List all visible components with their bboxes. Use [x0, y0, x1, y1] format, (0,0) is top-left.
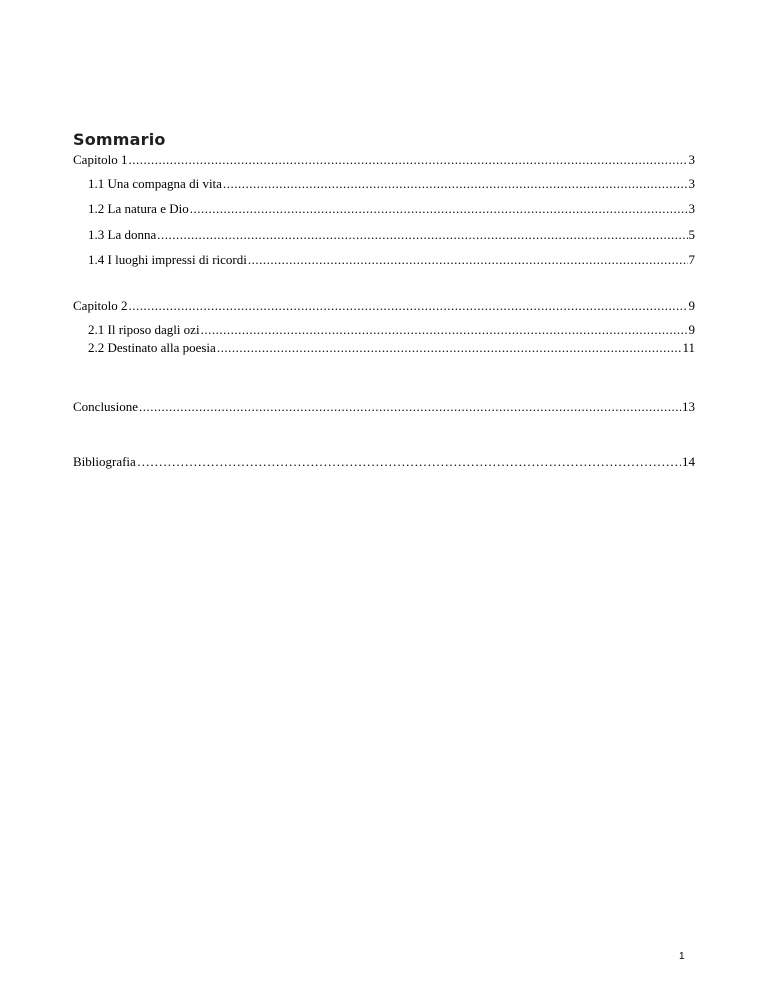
- toc-entry-label: 1.2 La natura e Dio: [88, 201, 189, 216]
- toc-entry-label: Capitolo 1: [73, 152, 128, 167]
- toc-entry-label: 1.4 I luoghi impressi di ricordi: [88, 252, 247, 267]
- dot-leader: [217, 339, 682, 357]
- toc-entry-page: 3: [688, 152, 695, 167]
- toc-entry-page: 9: [688, 298, 695, 313]
- toc-entry-page: 5: [688, 227, 695, 242]
- toc-entry-section-1-3[interactable]: [88, 226, 695, 244]
- dot-leader: [129, 297, 688, 315]
- toc-entry-label: 2.1 Il riposo dagli ozi: [88, 322, 200, 337]
- toc-entry-section-2-1[interactable]: [88, 321, 695, 339]
- toc-entry-label: Conclusione: [73, 399, 138, 414]
- dot-leader: [157, 226, 687, 244]
- toc-entry-section-2-2[interactable]: [88, 339, 695, 357]
- toc-entry-page: 3: [688, 201, 695, 216]
- toc-entry-page: 13: [682, 399, 695, 414]
- toc-entry-chapter-2[interactable]: [73, 297, 695, 315]
- dot-leader: [201, 321, 688, 339]
- page-number: 1: [679, 951, 685, 962]
- dot-leader: [248, 251, 688, 269]
- toc-entry-section-1-4[interactable]: [88, 251, 695, 269]
- toc-entry-section-1-1[interactable]: [88, 175, 695, 193]
- dot-leader: [223, 175, 688, 193]
- dot-leader: [139, 398, 681, 416]
- toc-entry-bibliography[interactable]: [73, 453, 695, 471]
- toc-entry-page: 14: [682, 454, 695, 469]
- dot-leader: [190, 200, 688, 218]
- dot-leader: [137, 453, 681, 471]
- toc-entry-page: 3: [688, 176, 695, 191]
- toc-entry-label: Bibliografia: [73, 454, 136, 469]
- toc-entry-label: 1.1 Una compagna di vita: [88, 176, 222, 191]
- toc-entry-label: Capitolo 2: [73, 298, 128, 313]
- toc-entry-page: 9: [688, 322, 695, 337]
- dot-leader: [129, 151, 688, 169]
- toc-entry-section-1-2[interactable]: [88, 200, 695, 218]
- toc-entry-chapter-1[interactable]: [73, 151, 695, 169]
- toc-entry-page: 11: [682, 340, 695, 355]
- toc-entry-page: 7: [688, 252, 695, 267]
- toc-entry-label: 1.3 La donna: [88, 227, 157, 242]
- toc-entry-conclusion[interactable]: [73, 398, 695, 416]
- toc-title: Sommario: [73, 130, 166, 149]
- toc-entry-label: 2.2 Destinato alla poesia: [88, 340, 216, 355]
